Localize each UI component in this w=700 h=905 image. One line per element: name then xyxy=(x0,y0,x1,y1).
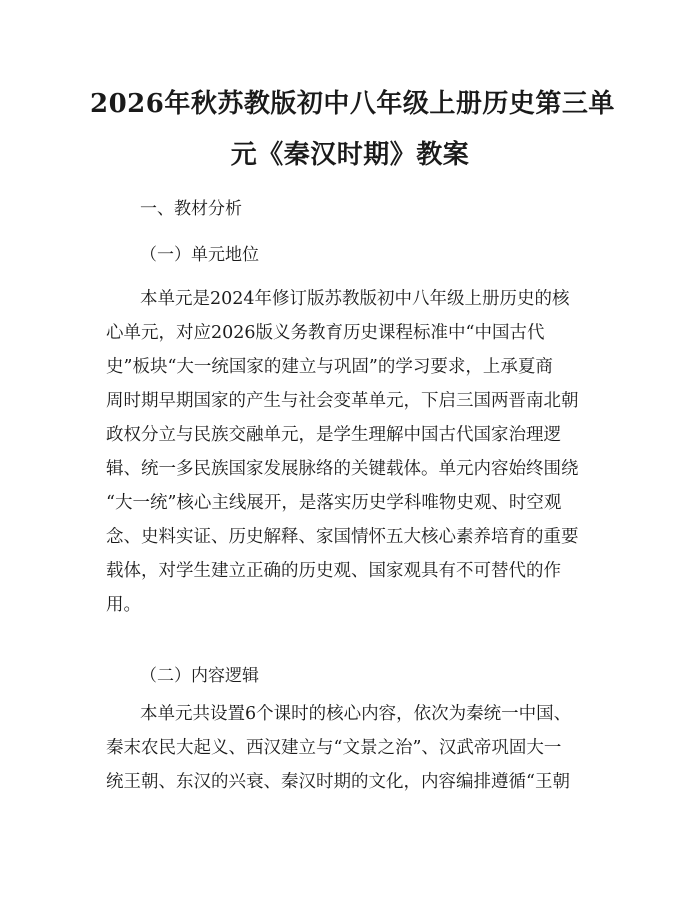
paragraph-line: 载体，对学生建立正确的历史观、国家观具有不可替代的作 xyxy=(106,561,561,581)
paragraph-line: 史”板块“大一统国家的建立与巩固”的学习要求，上承夏商 xyxy=(106,357,553,377)
paragraph-line: 用。 xyxy=(106,595,141,615)
subsection-heading-unit-position: （一）单元地位 xyxy=(140,245,259,265)
section-heading-teaching-material-analysis: 一、教材分析 xyxy=(140,199,242,219)
paragraph-line: “大一统”核心主线展开，是落实历史学科唯物史观、时空观 xyxy=(106,493,562,513)
document-title-line-2: 元《秦汉时期》教案 xyxy=(230,140,470,170)
paragraph-line: 政权分立与民族交融单元，是学生理解中国古代国家治理逻 xyxy=(106,425,561,445)
paragraph-line: 秦末农民大起义、西汉建立与“文景之治”、汉武帝巩固大一 xyxy=(106,738,562,758)
paragraph-line: 本单元共设置6个课时的核心内容，依次为秦统一中国、 xyxy=(140,704,572,724)
paragraph-line: 辑、统一多民族国家发展脉络的关键载体。单元内容始终围绕 xyxy=(106,459,579,479)
paragraph-line: 念、史料实证、历史解释、家国情怀五大核心素养培育的重要 xyxy=(106,527,579,547)
paragraph-line: 周时期早期国家的产生与社会变革单元，下启三国两晋南北朝 xyxy=(106,391,579,411)
subsection-heading-content-logic: （二）内容逻辑 xyxy=(140,666,259,686)
paragraph-line: 心单元，对应2026版义务教育历史课程标准中“中国古代 xyxy=(106,323,545,343)
document-title-line-1: 2026年秋苏教版初中八年级上册历史第三单 xyxy=(90,89,615,119)
paragraph-line: 本单元是2024年修订版苏教版初中八年级上册历史的核 xyxy=(140,289,570,309)
paragraph-line: 统王朝、东汉的兴衰、秦汉时期的文化，内容编排遵循“王朝 xyxy=(106,772,570,792)
